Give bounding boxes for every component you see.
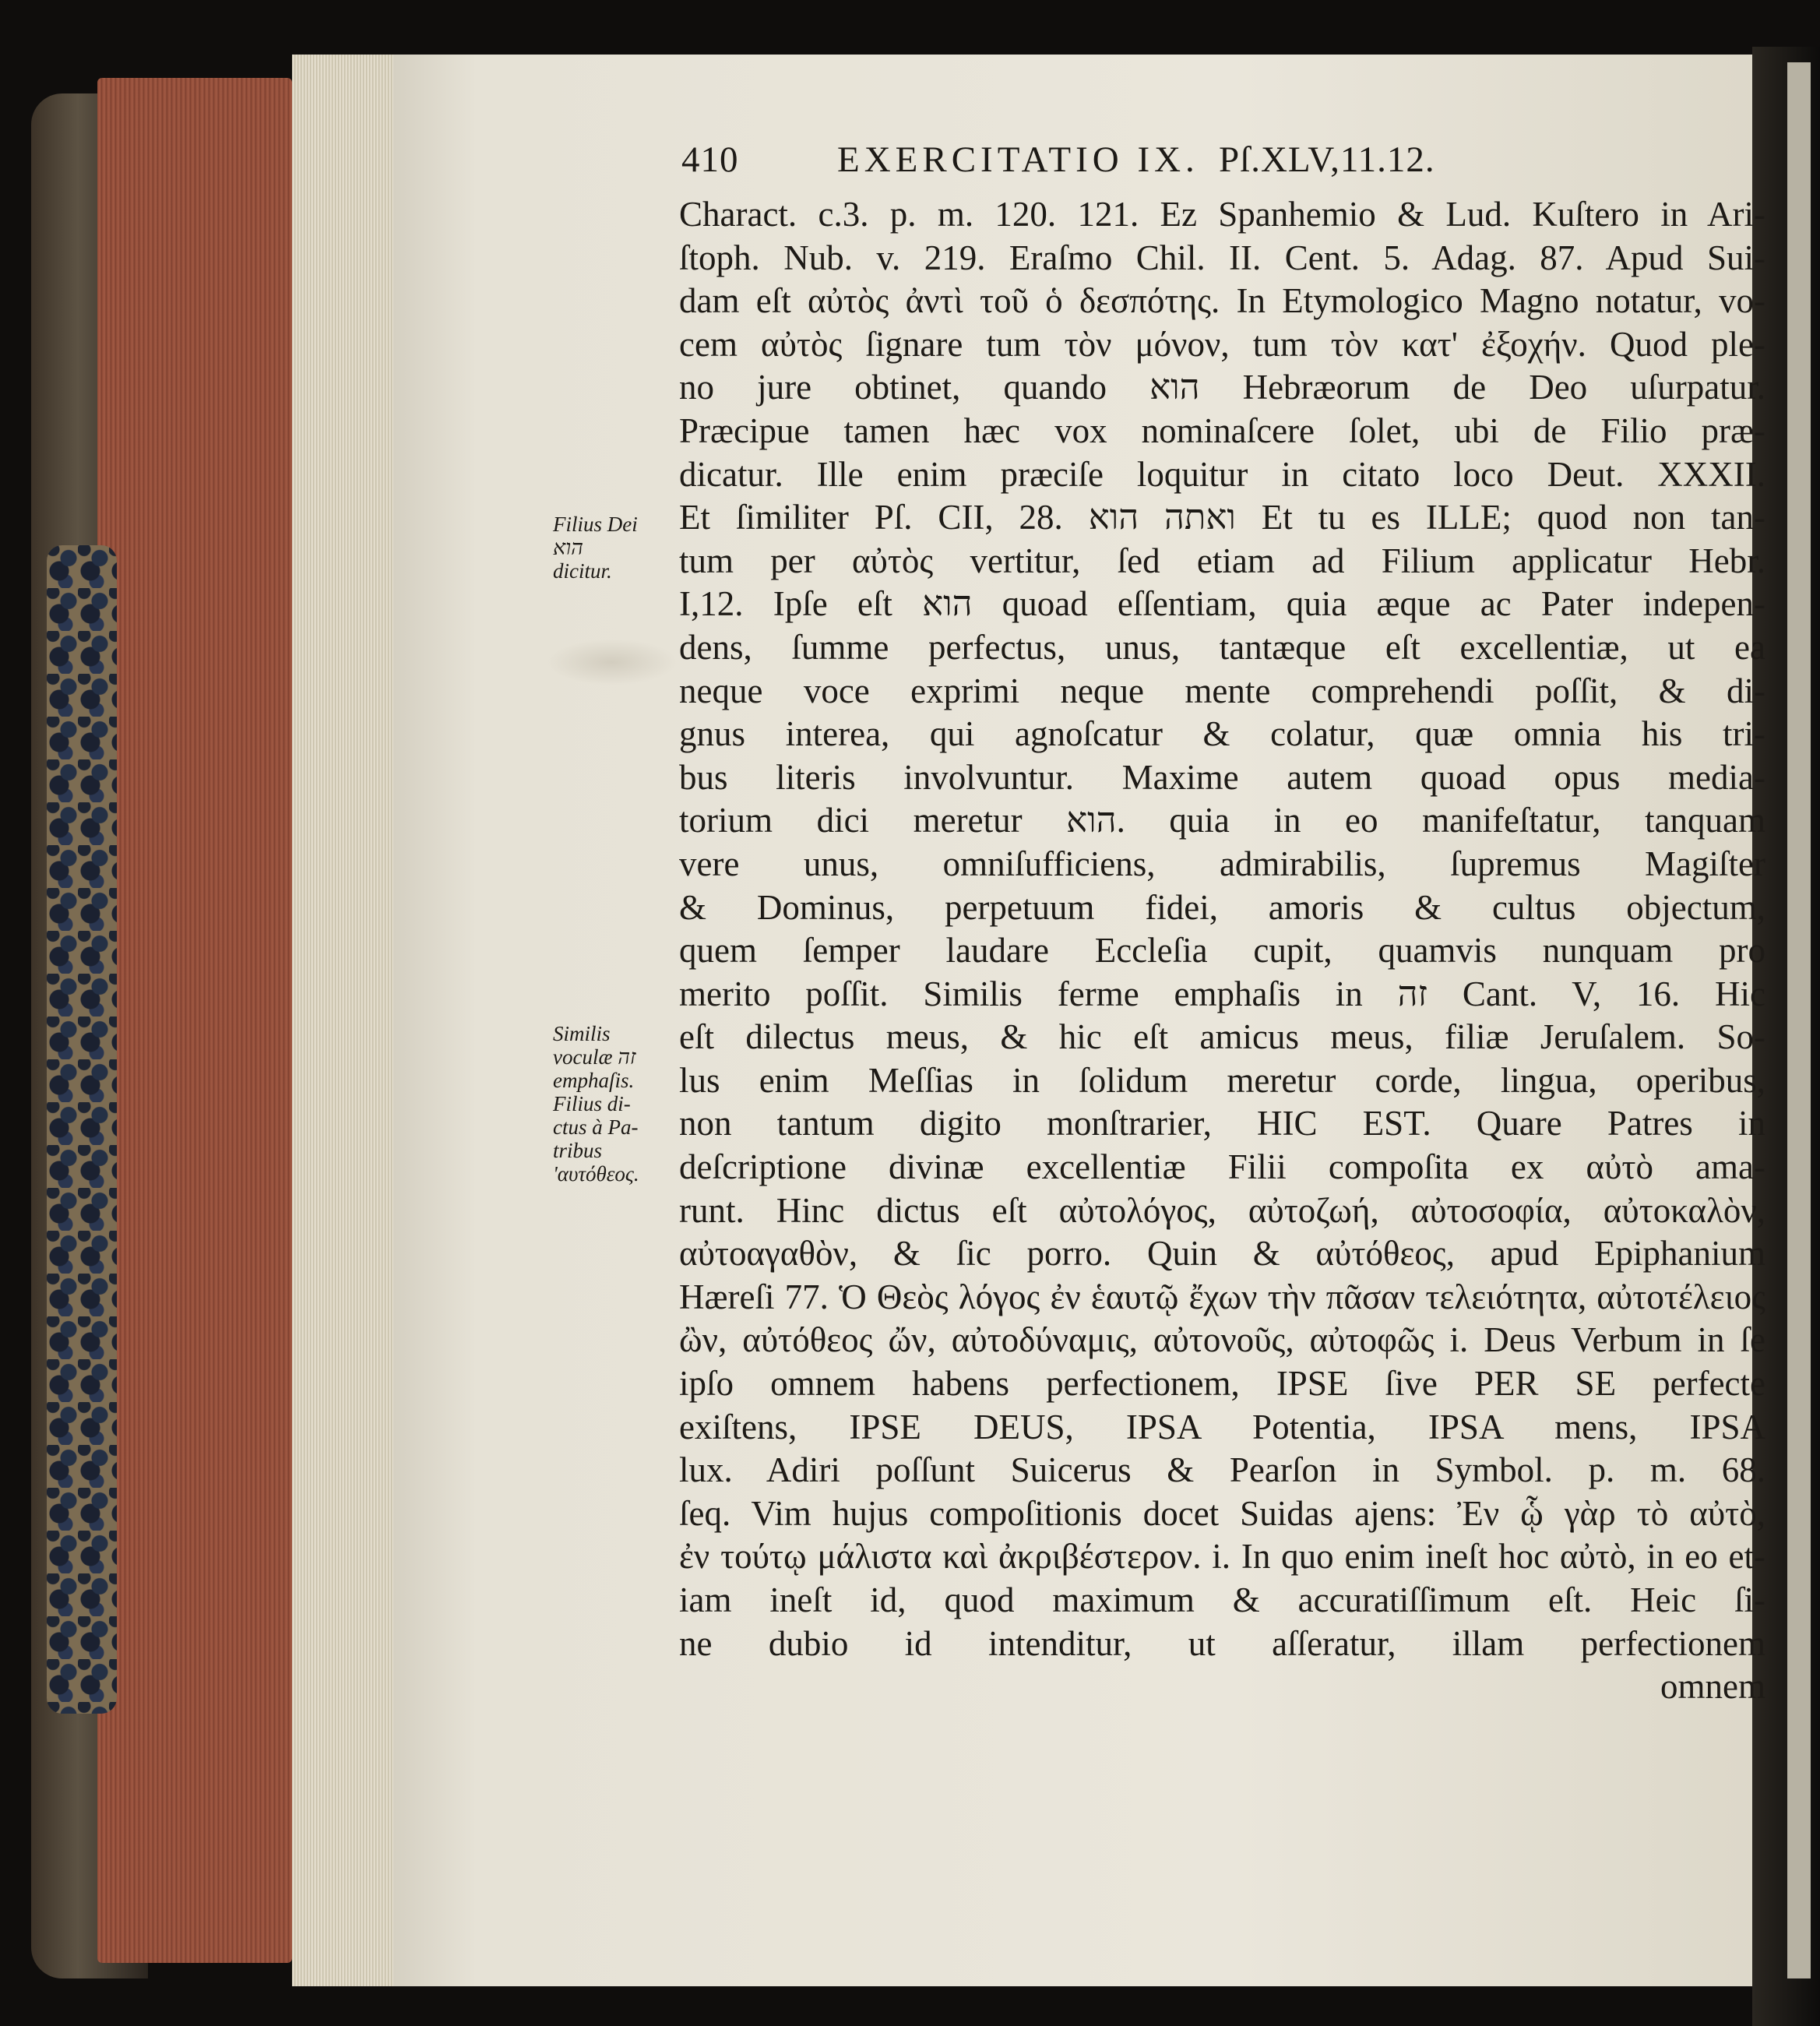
text-line: omnem	[1660, 1667, 1765, 1707]
text-line: dam eſt αὐτὸς ἀντὶ τοῦ ὁ δεσπότης. In Etymologico Magno notatur, vo-	[679, 281, 1765, 321]
text-line: lus enim Meſſias in ſolidum meretur corde, lingua, operibus,	[679, 1060, 1765, 1100]
margin-line: tribus	[553, 1139, 603, 1162]
text-line: Charact. c.3. p. m. 120. 121. Ez Spanhemio & Lud. Kuſtero in Ari-	[679, 195, 1765, 234]
running-title: EXERCITATIO IX.	[837, 139, 1199, 180]
page-stain	[545, 639, 678, 685]
text-line: no jure obtinet, quando הוא Hebræorum de Deo uſurpatur.	[679, 368, 1765, 407]
body-text	[679, 193, 1765, 1709]
text-line: lux. Adiri poſſunt Suicerus & Pearſon in Symbol. p. m. 68.	[679, 1450, 1765, 1490]
margin-line: Filius di-	[553, 1092, 631, 1115]
margin-line: Similis	[553, 1022, 611, 1045]
text-line: runt. Hinc dictus eſt αὐτολόγος, αὐτοζωή, αὐτοσοφία, αὐτοκαλὸν,	[679, 1190, 1765, 1230]
text-line: tum per αὐτὸς vertitur, ſed etiam ad Filium applicatur Hebr.	[679, 541, 1765, 580]
text-line: dens, ſumme perfectus, unus, tantæque eſt excellentiæ, ut ea	[679, 627, 1765, 667]
text-line: dicatur. Ille enim præciſe loquitur in citato loco Deut. XXXII.	[679, 454, 1765, 494]
text-line: merito poſſit. Similis ferme emphaſis in זה Cant. V, 16. Hic	[679, 974, 1765, 1013]
text-line: neque voce exprimi neque mente comprehendi poſſit, & di-	[679, 671, 1765, 710]
text-line: exiſtens, IPSE DEUS, IPSA Potentia, IPSA mens, IPSA	[679, 1407, 1765, 1446]
text-line: ἐν τούτῳ μάλιστα καὶ ἀκριβέστερον. i. In quo enim ineſt hoc αὐτὸ, in eo et-	[679, 1537, 1765, 1577]
margin-line: voculæ זה	[553, 1045, 636, 1069]
running-header	[681, 139, 1585, 193]
text-line: ne dubio id intenditur, ut aſſeratur, illam perfectionem	[679, 1623, 1765, 1663]
text-line: cem αὐτὸς ſignare tum τὸν μόνον, tum τὸν κατ' ἐξοχήν. Quod ple-	[679, 324, 1765, 364]
margin-line: 'αυτόθεος.	[553, 1162, 639, 1186]
page-edges-red	[97, 78, 292, 1963]
margin-line: ctus à Pa-	[553, 1115, 639, 1139]
text-line: Hæreſi 77. Ὁ Θεὸς λόγος ἐν ἑαυτῷ ἔχων τὴν πᾶσαν τελειότητα, αὐτοτέλειος	[679, 1277, 1765, 1316]
margin-line: emphaſis.	[553, 1069, 635, 1092]
text-line: ſtoph. Nub. v. 219. Eraſmo Chil. II. Cent. 5. Adag. 87. Apud Sui-	[679, 238, 1765, 277]
margin-line: Filius Dei	[553, 513, 638, 536]
margin-line: dicitur.	[553, 559, 612, 583]
margin-line: הוא	[553, 536, 583, 559]
page-number: 410	[681, 139, 739, 180]
margin-note-2	[553, 1022, 689, 1186]
text-line: I,12. Ipſe eſt הוא quoad eſſentiam, quia æque ac Pater indepen-	[679, 584, 1765, 624]
text-line: αὐτοαγαθὸν, & ſic porro. Quin & αὐτόθεος, apud Epiphanium	[679, 1234, 1765, 1274]
text-line: gnus interea, qui agnoſcatur & colatur, quæ omnia his tri-	[679, 714, 1765, 754]
text-line: torium dici meretur הוא. quia in eo manifeſtatur, tanquam	[679, 801, 1765, 840]
marbled-cover	[47, 545, 117, 1714]
text-line: Præcipue tamen hæc vox nominaſcere ſolet, ubi de Filio præ-	[679, 410, 1765, 450]
psalm-reference: Pſ.XLV,11.12.	[1219, 139, 1435, 180]
text-line: eſt dilectus meus, & hic eſt amicus meus, filiæ Jeruſalem. So-	[679, 1017, 1765, 1057]
text-line: non tantum digito monſtrarier, HIC EST. Quare Patres in	[679, 1104, 1765, 1143]
facing-page-edge	[1787, 62, 1811, 1978]
page-edges	[292, 55, 401, 1986]
text-line: ὢν, αὐτόθεος ὤν, αὐτοδύναμις, αὐτονοῦς, αὐτοφῶς i. Deus Verbum in ſe	[679, 1320, 1765, 1360]
text-line: deſcriptione divinæ excellentiæ Filii compoſita ex αὐτὸ ama-	[679, 1147, 1765, 1187]
text-line: vere unus, omniſufficiens, admirabilis, ſupremus Magiſter	[679, 844, 1765, 883]
margin-note-1	[553, 513, 689, 583]
text-line: Et ſimiliter Pſ. CII, 28. ואתה הוא Et tu es ILLE; quod non tan-	[679, 498, 1765, 537]
text-line: ipſo omnem habens perfectionem, IPSE ſive PER SE perfecte	[679, 1364, 1765, 1404]
text-line: ſeq. Vim hujus compoſitionis docet Suidas ajens: Ἐν ᾧ γὰρ τὸ αὐτὸ,	[679, 1493, 1765, 1533]
text-line: quem ſemper laudare Eccleſia cupit, quamvis nunquam pro	[679, 931, 1765, 971]
text-line: iam ineſt id, quod maximum & accuratiſſimum eſt. Heic ſi-	[679, 1580, 1765, 1619]
text-line: bus literis involvuntur. Maxime autem quoad opus media-	[679, 757, 1765, 797]
text-line: & Dominus, perpetuum fidei, amoris & cultus objectum,	[679, 887, 1765, 927]
